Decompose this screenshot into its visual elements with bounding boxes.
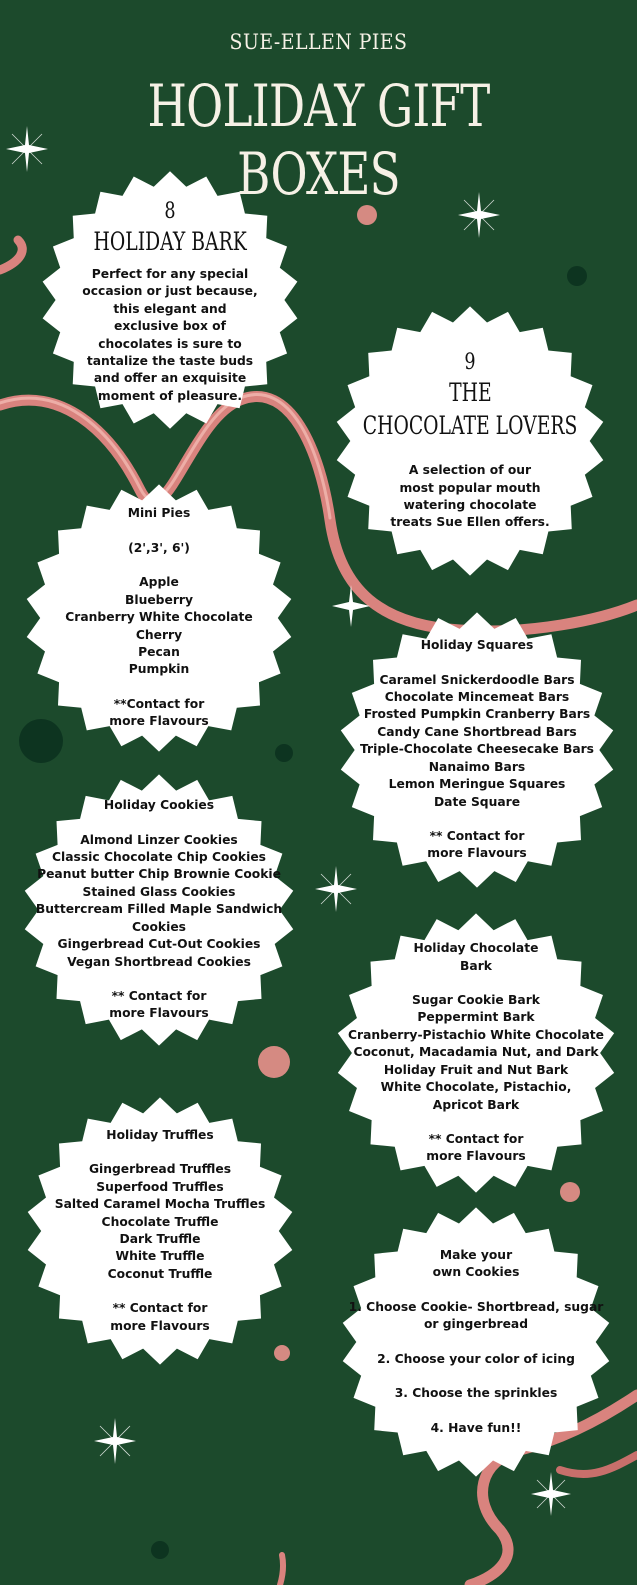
list-item: Stained Glass Cookies bbox=[82, 884, 236, 899]
holiday-squares-badge bbox=[338, 610, 616, 890]
list-item: Apple bbox=[139, 575, 179, 590]
ribbon-top-left bbox=[0, 240, 22, 270]
contact-note bbox=[109, 696, 208, 731]
menu-heading bbox=[414, 940, 539, 975]
list-item: Candy Cane Shortbread Bars bbox=[377, 724, 577, 739]
box-description: Perfect for any special occasion or just because, this elegant and exclusive box of chocolates is sure to tantalize the taste buds and offer an exquisite moment of pleasure. bbox=[82, 266, 258, 403]
holiday-cookies-badge bbox=[22, 772, 296, 1048]
make-your-own-cookies-badge bbox=[334, 1206, 618, 1478]
list-item: Nanaimo Bars bbox=[428, 759, 526, 774]
list-item: White Truffle bbox=[115, 1249, 205, 1264]
list-item: Vegan Shortbread Cookies bbox=[67, 954, 251, 969]
box-name-line-1: THE bbox=[448, 378, 492, 408]
step-item: 1. Choose Cookie- Shortbread, sugar bbox=[348, 1299, 604, 1314]
page-title: HOLIDAY GIFT BOXES bbox=[147, 72, 490, 208]
step-item: 4. Have fun!! bbox=[430, 1420, 522, 1435]
note-line: ** Contact for bbox=[428, 1131, 524, 1146]
list-item: Sugar Cookie Bark bbox=[412, 993, 540, 1008]
step-list bbox=[349, 1299, 604, 1437]
list-item: Gingerbread Cut-Out Cookies bbox=[57, 937, 261, 952]
chocolate-lovers-badge bbox=[334, 305, 606, 577]
dot-pink bbox=[258, 1046, 290, 1078]
list-item: Date Square bbox=[433, 794, 521, 809]
holiday-truffles-badge bbox=[24, 1096, 296, 1366]
holiday-chocolate-bark-badge bbox=[334, 912, 618, 1194]
pie-sizes: (2',3', 6') bbox=[128, 540, 190, 555]
list-item: Chocolate Truffle bbox=[101, 1214, 219, 1229]
list-item: Cookies bbox=[132, 919, 186, 934]
list-item: Cranberry-Pistachio White Chocolate bbox=[348, 1027, 604, 1042]
menu-heading: Mini Pies bbox=[127, 506, 191, 521]
step-item: or gingerbread bbox=[423, 1317, 529, 1332]
note-line: ** Contact for bbox=[112, 1301, 208, 1316]
list-item: Pumpkin bbox=[128, 662, 190, 677]
box-name-line-2: CHOCOLATE LOVERS bbox=[362, 411, 578, 441]
list-item: Frosted Pumpkin Cranberry Bars bbox=[363, 707, 591, 722]
menu-items bbox=[65, 574, 252, 678]
note-line: more Flavours bbox=[109, 1006, 209, 1021]
menu-items bbox=[360, 672, 594, 811]
list-item: Almond Linzer Cookies bbox=[80, 832, 238, 847]
list-item: Blueberry bbox=[125, 592, 193, 607]
heading-line: own Cookies bbox=[432, 1265, 520, 1280]
note-line: more Flavours bbox=[110, 1318, 210, 1333]
note-line: ** Contact for bbox=[429, 828, 525, 843]
list-item: Superfood Truffles bbox=[96, 1179, 224, 1194]
list-item: Apricot Bark bbox=[432, 1097, 520, 1112]
heading-line: Holiday Chocolate bbox=[413, 941, 539, 956]
list-item: Buttercream Filled Maple Sandwich bbox=[35, 902, 283, 917]
list-item: Cherry bbox=[135, 627, 183, 642]
list-item: Salted Caramel Mocha Truffles bbox=[54, 1197, 266, 1212]
menu-heading bbox=[433, 1247, 520, 1282]
contact-note bbox=[426, 1131, 525, 1166]
ribbon-bottom-center bbox=[280, 1555, 283, 1585]
contact-note bbox=[427, 828, 526, 863]
mini-pies-badge bbox=[24, 482, 294, 754]
list-item: Classic Chocolate Chip Cookies bbox=[52, 850, 266, 865]
list-item: Holiday Fruit and Nut Bark bbox=[383, 1062, 569, 1077]
heading-line: Bark bbox=[460, 958, 492, 973]
step-item: 3. Choose the sprinkles bbox=[394, 1386, 558, 1401]
menu-items bbox=[348, 992, 604, 1114]
holiday-bark-badge bbox=[40, 170, 300, 430]
note-line: **Contact for bbox=[113, 696, 205, 711]
dot-dark bbox=[151, 1541, 169, 1559]
list-item: Caramel Snickerdoodle Bars bbox=[379, 672, 575, 687]
list-item: Dark Truffle bbox=[119, 1232, 201, 1246]
box-name: HOLIDAY BARK bbox=[93, 226, 247, 256]
note-line: more Flavours bbox=[426, 1149, 526, 1164]
menu-items bbox=[36, 832, 282, 971]
list-item: Coconut Truffle bbox=[107, 1266, 213, 1281]
heading-line: Make your bbox=[439, 1248, 513, 1263]
list-item: Coconut, Macadamia Nut, and Dark bbox=[353, 1045, 599, 1060]
contact-note bbox=[110, 1300, 209, 1335]
list-item: Cranberry White Chocolate bbox=[65, 610, 253, 625]
brand-name: SUE-ELLEN PIES bbox=[229, 30, 408, 54]
list-item: Chocolate Mincemeat Bars bbox=[384, 690, 570, 705]
list-item: Triple-Chocolate Cheesecake Bars bbox=[360, 742, 594, 757]
list-item: White Chocolate, Pistachio, bbox=[380, 1080, 572, 1095]
note-line: more Flavours bbox=[427, 846, 527, 861]
menu-heading: Holiday Truffles bbox=[106, 1127, 214, 1142]
menu-heading: Holiday Cookies bbox=[103, 798, 215, 813]
step-item: 2. Choose your color of icing bbox=[377, 1351, 575, 1366]
list-item: Peanut butter Chip Brownie Cookie bbox=[37, 867, 281, 882]
list-item: Gingerbread Truffles bbox=[88, 1162, 232, 1177]
menu-items bbox=[55, 1161, 266, 1283]
list-item: Lemon Meringue Squares bbox=[388, 777, 566, 792]
note-line: more Flavours bbox=[109, 714, 209, 729]
list-item: Peppermint Bark bbox=[417, 1010, 535, 1025]
box-number: 8 bbox=[164, 198, 176, 224]
dot-dark bbox=[567, 266, 587, 286]
contact-note bbox=[109, 988, 208, 1023]
note-line: ** Contact for bbox=[111, 988, 207, 1003]
menu-heading: Holiday Squares bbox=[420, 638, 534, 653]
box-number: 9 bbox=[464, 350, 476, 376]
box-description: A selection of our most popular mouth watering chocolate treats Sue Ellen offers. bbox=[390, 463, 550, 530]
list-item: Pecan bbox=[138, 644, 180, 659]
dot-pink bbox=[357, 205, 377, 225]
